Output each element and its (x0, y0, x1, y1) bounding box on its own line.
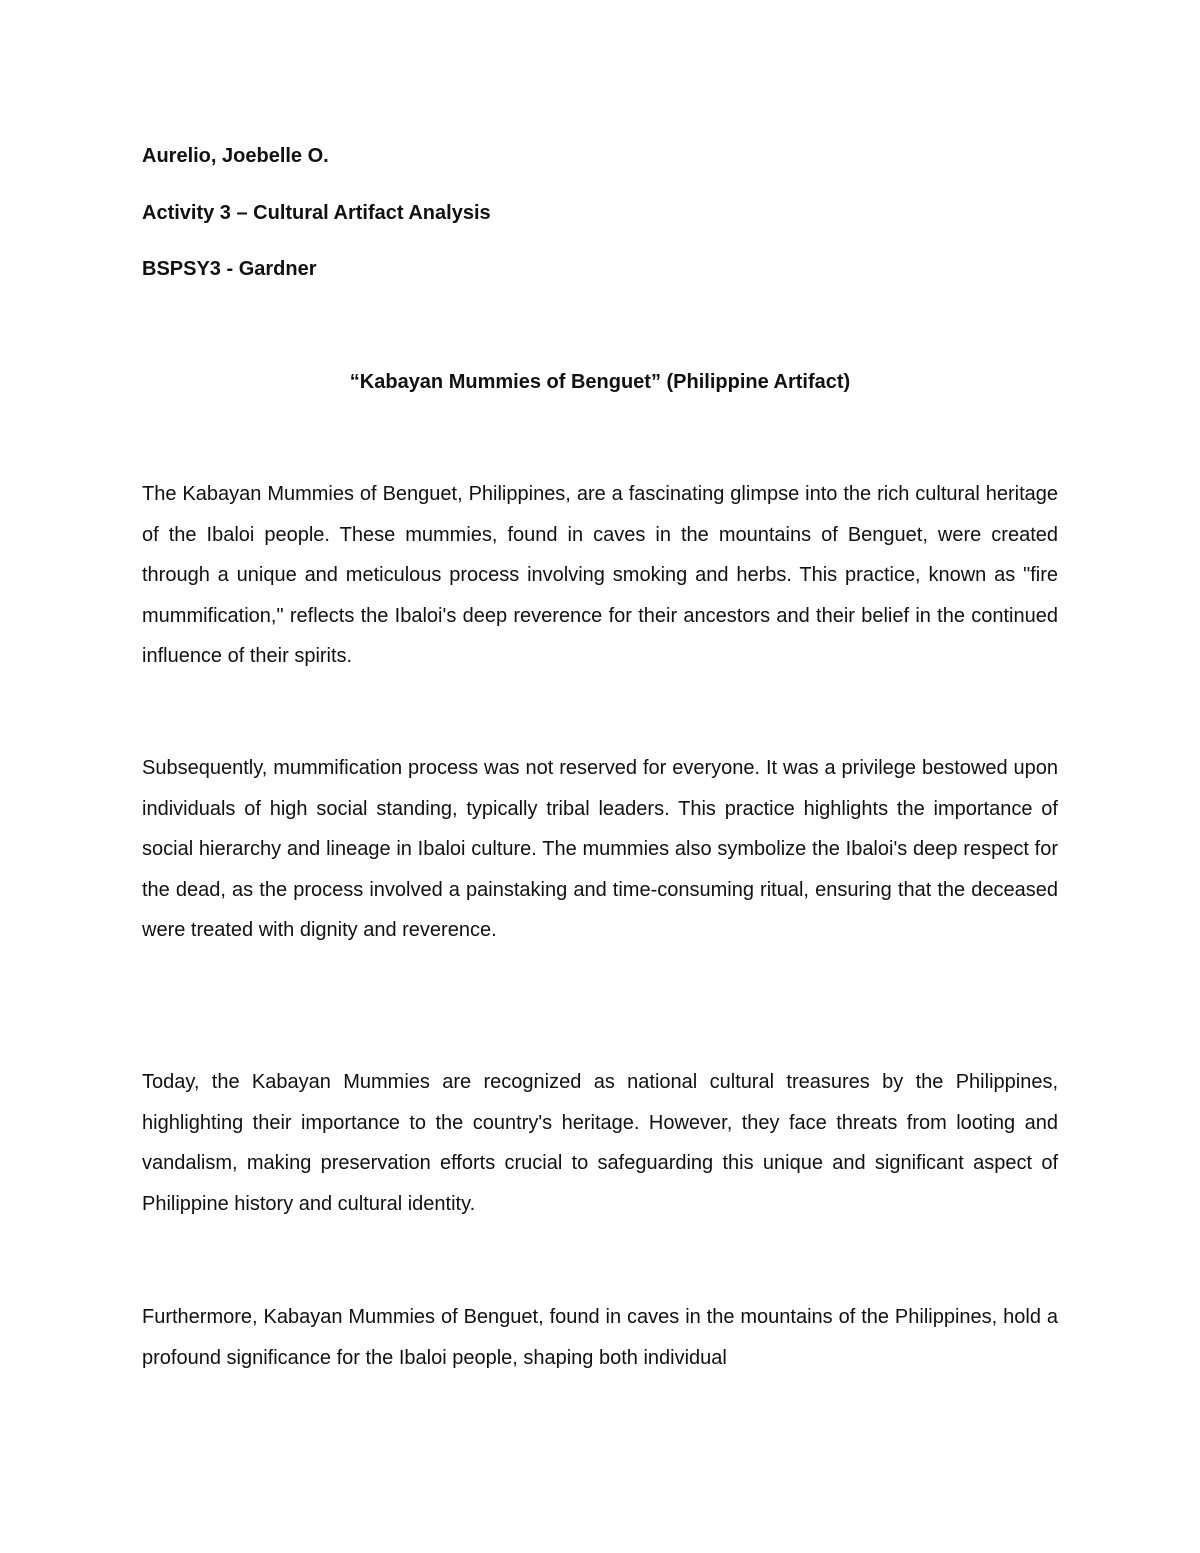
paragraph-1: The Kabayan Mummies of Benguet, Philippines, are a fascinating glimpse into the rich cultural heritage of the Ibaloi people. These mummies, found in caves in the mountains of Benguet, were created through a unique and meticulous process involving smoking and herbs. This practice, known as "fire mummification," reflects the Ibaloi's deep reverence for their ancestors and their belief in the continued influence of their spirits. (142, 483, 1058, 667)
paragraph-2: Subsequently, mummification process was not reserved for everyone. It was a privilege bestowed upon individuals of high social standing, typically tribal leaders. This practice highlights the importance of social hierarchy and lineage in Ibaloi culture. The mummies also symbolize the Ibaloi's deep respect for the dead, as the process involved a painstaking and time-consuming ritual, ensuring that the deceased were treated with dignity and reverence. (142, 757, 1058, 941)
activity-title: Activity 3 – Cultural Artifact Analysis (142, 202, 491, 224)
section-label: BSPSY3 - Gardner (142, 258, 317, 280)
author-name: Aurelio, Joebelle O. (142, 145, 329, 167)
paragraph-3: Today, the Kabayan Mummies are recognized as national cultural treasures by the Philippines, highlighting their importance to the country's heritage. However, they face threats from looting and vandalism, making preservation efforts crucial to safeguarding this unique and significant aspect of Philippine history and cultural identity. (142, 1071, 1058, 1215)
document-title: “Kabayan Mummies of Benguet” (Philippine Artifact) (349, 371, 851, 393)
paragraph-4: Furthermore, Kabayan Mummies of Benguet, found in caves in the mountains of the Philippines, hold a profound significance for the Ibaloi people, shaping both individual (142, 1306, 1058, 1369)
